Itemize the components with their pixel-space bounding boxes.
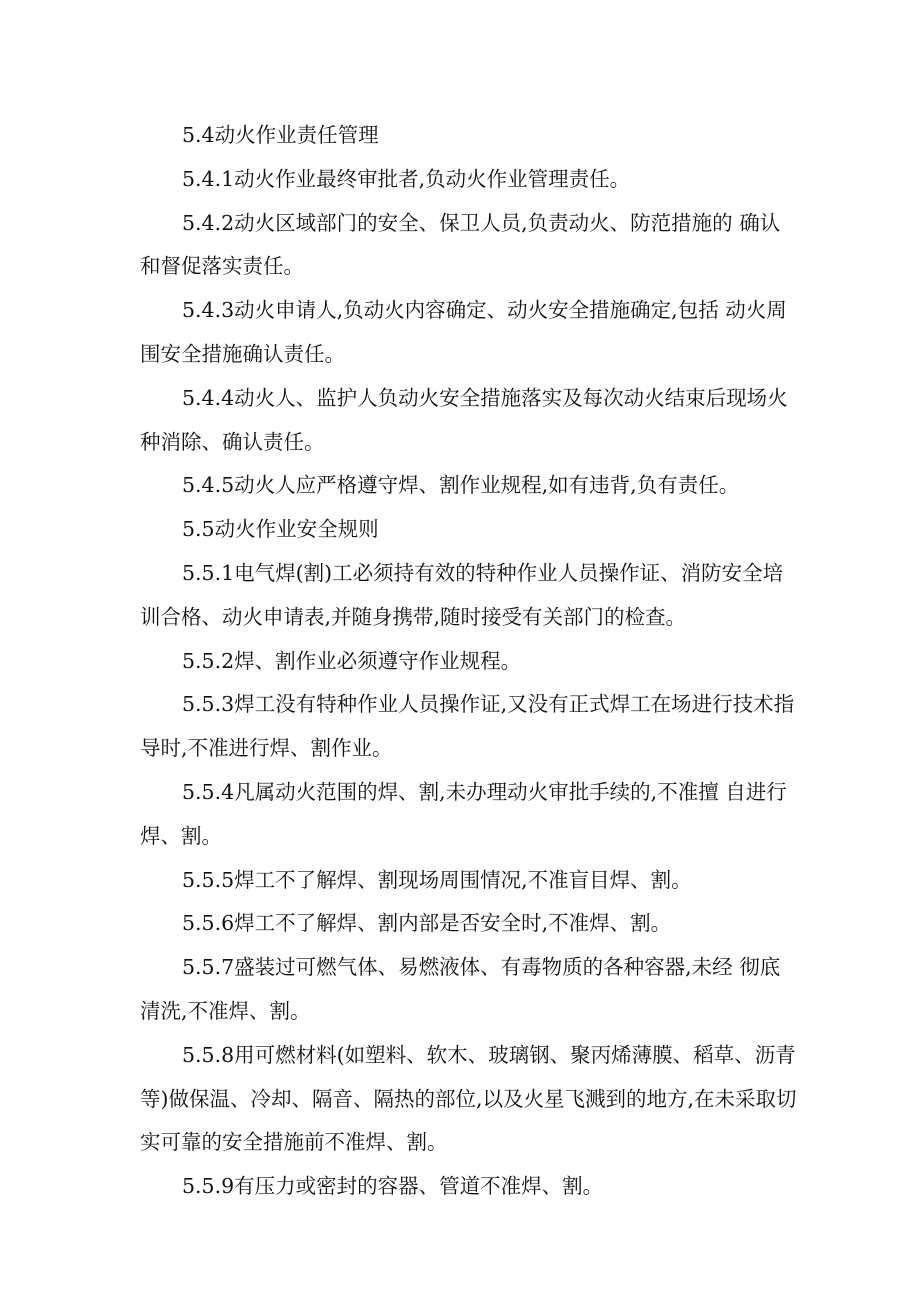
clause-5-5-9: 5.5.9有压力或密封的容器、管道不准焊、割。 xyxy=(182,1174,604,1199)
clause-5-5-1: 5.5.1电气焊(割)工必须持有效的特种作业人员操作证、消防安全培训合格、动火申请表,并随身携带,随时接受有关部门的检查。 xyxy=(140,560,784,629)
clause-5-5-6: 5.5.6焊工不了解焊、割内部是否安全时,不准焊、割。 xyxy=(182,911,672,936)
section-heading-5-4: 5.4动火作业责任管理 xyxy=(182,123,379,147)
clause-5-5-5: 5.5.5焊工不了解焊、割现场周围情况,不准盲目焊、割。 xyxy=(182,867,692,892)
clause-5-5-7: 5.5.7盛装过可燃气体、易燃液体、有毒物质的各种容器,未经 彻底清洗,不准焊、割。 xyxy=(140,955,781,1023)
clause-5-4-3: 5.4.3动火申请人,负动火内容确定、动火安全措施确定,包括 动火周围安全措施确认责任。 xyxy=(140,298,787,366)
clause-5-4-2: 5.4.2动火区域部门的安全、保卫人员,负责动火、防范措施的 确认和督促落实责任。 xyxy=(140,210,781,279)
clause-5-5-2: 5.5.2焊、割作业必须遵守作业规程。 xyxy=(182,648,522,673)
clause-5-4-4: 5.4.4动火人、监护人负动火安全措施落实及每次动火结束后现场火种消除、确认责任。 xyxy=(140,385,788,454)
document-body xyxy=(140,114,800,1209)
section-heading-5-5: 5.5动火作业安全规则 xyxy=(182,517,379,542)
clause-5-5-4: 5.5.4凡属动火范围的焊、割,未办理动火审批手续的,不准擅 自进行焊、割。 xyxy=(140,779,787,848)
clause-5-4-1: 5.4.1动火作业最终审批者,负动火作业管理责任。 xyxy=(182,166,631,191)
clause-5-5-8: 5.5.8用可燃材料(如塑料、软木、玻璃钢、聚丙烯薄膜、稻草、沥青等)做保温、冷却、隔音、隔热的部位,以及火星飞溅到的地方,在未采取切实可靠的安全措施前不准焊、割。 xyxy=(140,1042,797,1155)
clause-5-4-5: 5.4.5动火人应严格遵守焊、割作业规程,如有违背,负有责任。 xyxy=(182,473,740,498)
clause-5-5-3: 5.5.3焊工没有特种作业人员操作证,又没有正式焊工在场进行技术指导时,不准进行焊、割作业。 xyxy=(140,692,795,761)
